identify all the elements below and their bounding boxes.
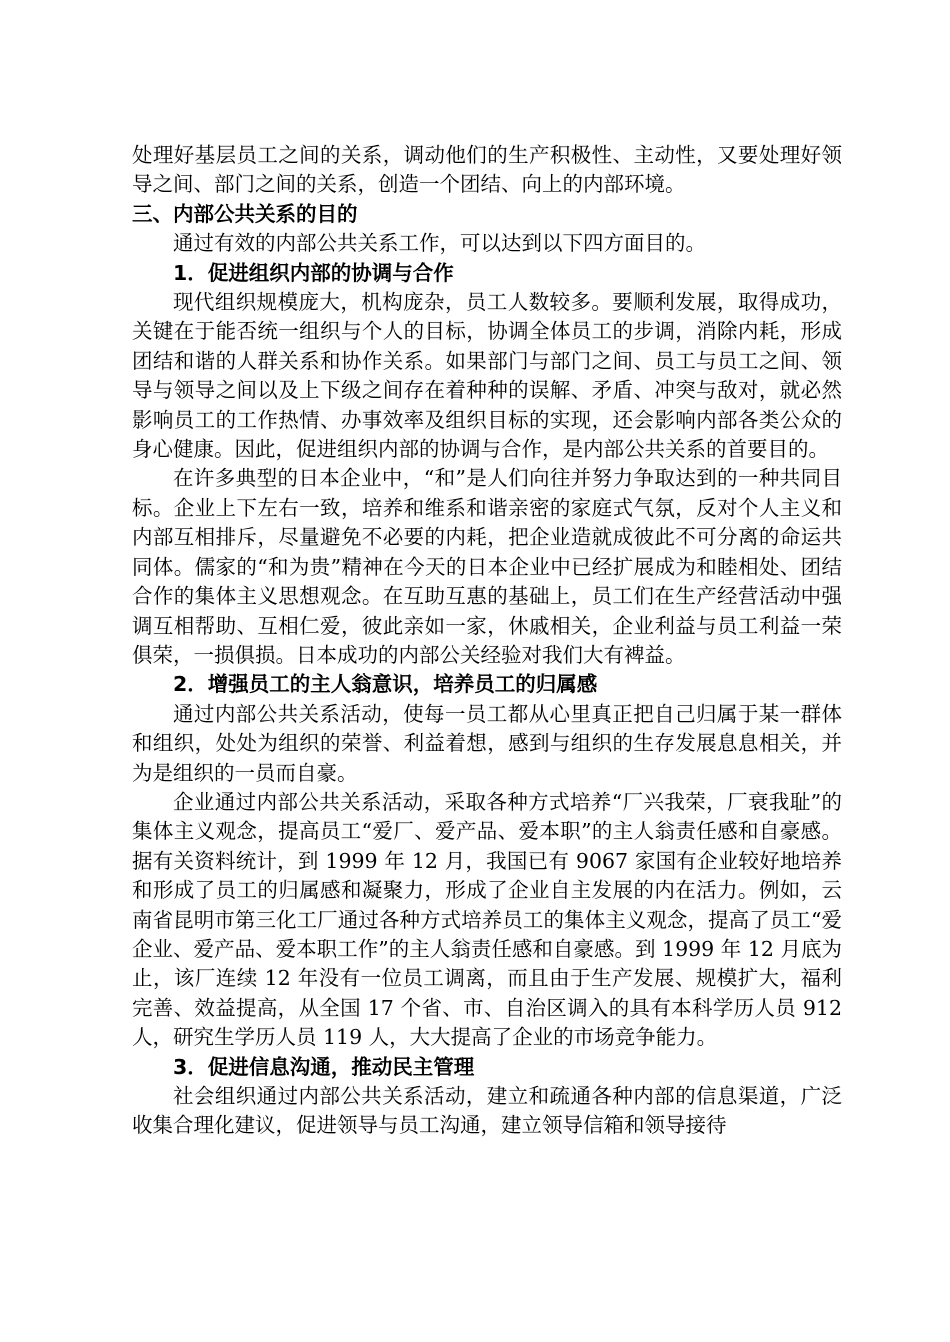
item-2-paragraph-1: 通过内部公共关系活动，使每一员工都从心里真正把自己归属于某一群体和组织，处处为组织的荣誉、利益着想，感到与组织的生存发展息息相关，并为是组织的一员而自豪。: [132, 701, 842, 785]
item-1-paragraph-1: 现代组织规模庞大，机构庞杂，员工人数较多。要顺利发展，取得成功，关键在于能否统一组织与个人的目标，协调全体员工的步调，消除内耗，形成团结和谐的人群关系和协作关系。如果部门与部门之间、员工与员工之间、领导与领导之间以及上下级之间存在着种种的误解、矛盾、冲突与敌对，就必然影响员工的工作热情、办事效率及组织目标的实现，还会影响内部各类公众的身心健康。因此，促进组织内部的协调与合作，是内部公共关系的首要目的。: [132, 290, 842, 462]
item-2-paragraph-2: 企业通过内部公共关系活动，采取各种方式培养“厂兴我荣，厂衰我耻”的集体主义观念，提高员工“爱厂、爱产品、爱本职”的主人翁责任感和自豪感。据有关资料统计，到 1999 年 12 月，我国已有 9067 家国有企业较好地培养和形成了员工的归属感和凝聚力，形成了企业自主发展的内在活力。例如，云南省昆明市第三化工厂通过各种方式培养员工的集体主义观念，提高了员工“爱企业、爱产品、爱本职工作”的主人翁责任感和自豪感。到 1999 年 12 月底为止，该厂连续 12 年没有一位员工调离，而且由于生产发展、规模扩大，福利完善、效益提高，从全国 17 个省、市、自治区调入的具有本科学历人员 912 人，研究生学历人员 119 人，大大提高了企业的市场竞争能力。: [132, 789, 842, 1050]
document-page: [132, 141, 842, 1141]
item-heading-2: 2．增强员工的主人翁意识，培养员工的归属感: [173, 672, 598, 697]
section-3-intro: 通过有效的内部公共关系工作，可以达到以下四方面目的。: [173, 231, 706, 256]
item-1-paragraph-2: 在许多典型的日本企业中，“和”是人们向往并努力争取达到的一种共同目标。企业上下左右一致，培养和维系和谐亲密的家庭式气氛，反对个人主义和内部互相排斥，尽量避免不必要的内耗，把企业造就成彼此不可分离的命运共同体。儒家的“和为贵”精神在今天的日本企业中已经扩展成为和睦相处、团结合作的集体主义思想观念。在互助互惠的基础上，员工们在生产经营活动中强调互相帮助、互相仁爱，彼此亲如一家，休戚相关，企业利益与员工利益一荣俱荣，一损俱损。日本成功的内部公关经验对我们大有裨益。: [132, 466, 842, 667]
paragraph-intro: 处理好基层员工之间的关系，调动他们的生产积极性、主动性，又要处理好领导之间、部门之间的关系，创造一个团结、向上的内部环境。: [132, 143, 842, 197]
item-3-paragraph-1: 社会组织通过内部公共关系活动，建立和疏通各种内部的信息渠道，广泛收集合理化建议，促进领导与员工沟通，建立领导信箱和领导接待: [132, 1084, 842, 1138]
item-heading-3: 3．促进信息沟通，推动民主管理: [173, 1054, 475, 1079]
section-heading-3: 三、内部公共关系的目的: [132, 201, 358, 226]
item-heading-1: 1．促进组织内部的协调与合作: [173, 260, 454, 285]
